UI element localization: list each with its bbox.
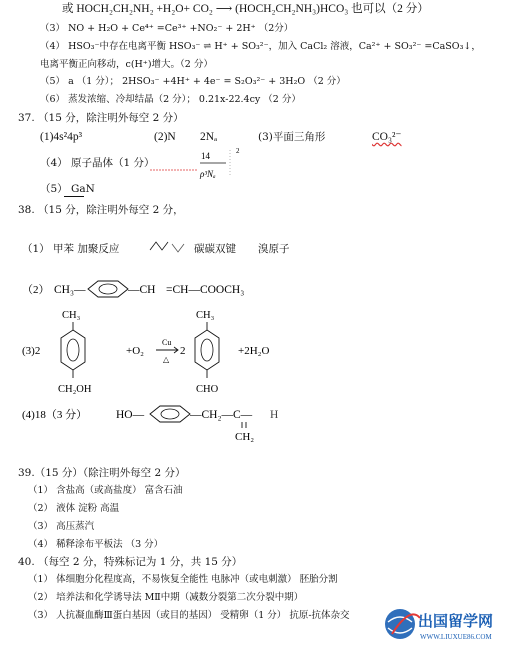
q36-line-6: （6） 蒸发浓缩、冷却结晶（2 分）； 0.21x-22.4cy （2 分） bbox=[40, 94, 301, 105]
q39-line-3: （3） 高压蒸汽 bbox=[28, 521, 95, 532]
part-4-label: (4)18（3 分） bbox=[22, 409, 88, 421]
part-3-right-aldehyde: CHO bbox=[196, 384, 219, 395]
part-3-catalyst: Cu bbox=[162, 338, 172, 347]
q38-part-1-bond: 碳碳双键 bbox=[194, 243, 236, 255]
part-3-heat: △ bbox=[163, 355, 170, 364]
q36-line-1: 或 HOCH₂CH₂NH₂ +H₂O+ CO₂ ⟶ (HOCH₂CH₂NH₃)HCO₃ 也可以（2 分） bbox=[62, 3, 429, 15]
q37-part-3: (3)平面三角形 bbox=[258, 131, 326, 143]
part-4-hydrogen: H bbox=[270, 409, 279, 421]
benzene-ring-icon bbox=[150, 406, 190, 422]
watermark-url: WWW.LIUXUE86.COM bbox=[420, 633, 492, 641]
q37-part-3-answer: CO₃²⁻ bbox=[372, 131, 402, 143]
benzene-ring-icon bbox=[195, 330, 219, 370]
q36-line-2: （3） NO + H₂O + Ce⁴⁺ =Ce³⁺ +NO₂⁻ + 2H⁺ （2分） bbox=[40, 23, 294, 34]
part-2-right-group: =CH—COOCH₃ bbox=[166, 284, 245, 296]
part-3-label: (3)2 bbox=[22, 345, 41, 357]
q39-heading: 39.（15 分）（除注明外每空 2 分） bbox=[18, 467, 186, 479]
benzene-ring-icon bbox=[61, 330, 85, 370]
formula-denominator: ρ³Nₐ bbox=[200, 169, 216, 179]
q36-line-3: （4） HSO₃⁻中存在电离平衡 HSO₃⁻ ⇌ H⁺ + SO₃²⁻，加入 CaCl₂ 溶液，Ca²⁺ + SO₃²⁻ =CaSO₃↓， bbox=[40, 41, 481, 52]
site-watermark-logo bbox=[380, 598, 512, 645]
q38-heading: 38. （15 分，除注明外每空 2 分， bbox=[18, 204, 184, 216]
part-3-left-methyl: CH₃ bbox=[62, 310, 81, 321]
q38-part-1-atom: 溴原子 bbox=[258, 243, 290, 255]
q39-line-1: （1） 含盐高（或高盐度） 富含石油 bbox=[28, 485, 183, 496]
formula-exponent: 2 bbox=[236, 147, 240, 155]
q37-part-1: (1)4s²4p³ bbox=[40, 131, 83, 143]
q37-part-5: （5） GaN bbox=[40, 183, 95, 195]
formula-numerator: 14 bbox=[201, 151, 210, 161]
q40-line-3: （3） 人抗凝血酶Ⅲ蛋白基因（或目的基因） 受精卵（1 分） 抗原-抗体杂交 bbox=[28, 610, 350, 621]
part-3-oxygen: +O₂ bbox=[126, 345, 144, 357]
part-3-right-methyl: CH₃ bbox=[196, 310, 215, 321]
part-2-mid-group: —CH bbox=[128, 284, 156, 296]
q39-line-4: （4） 稀释涂布平板法 （3 分） bbox=[28, 539, 164, 550]
part-2-label: （2） bbox=[22, 284, 50, 296]
part-4-hydroxyl: HO— bbox=[116, 409, 145, 421]
part-3-coefficient: 2 bbox=[180, 345, 186, 357]
part-4-chain: —CH₂—C— bbox=[190, 409, 253, 421]
q36-line-5: （5） a （1 分）； 2HSO₃⁻ +4H⁺ + 4e⁻ = S₂O₃²⁻ + 3H₂O （2 分） bbox=[40, 76, 346, 87]
part-3-water: +2H₂O bbox=[238, 345, 270, 357]
q38-part-1: （1） 甲苯 加聚反应 bbox=[22, 243, 120, 255]
part-4-methylene: CH₂ bbox=[235, 431, 255, 443]
q37-part-4: （4） 原子晶体（1 分） bbox=[40, 157, 155, 169]
q37-part-2-answer: 2Nₐ bbox=[200, 131, 218, 143]
q40-line-2: （2） 培养法和化学诱导法 MⅡ中期（减数分裂第二次分裂中期） bbox=[28, 592, 304, 603]
benzene-ring-icon bbox=[88, 281, 128, 297]
q40-line-1: （1） 体细胞分化程度高，不易恢复全能性 电脉冲（或电刺激） 胚胎分割 bbox=[28, 574, 338, 585]
q37-part-2: (2)N bbox=[154, 131, 176, 143]
part-3-left-alcohol: CH₂OH bbox=[58, 384, 92, 395]
q39-line-2: （2） 液体 淀粉 高温 bbox=[28, 503, 120, 514]
q40-heading: 40. （每空 2 分，特殊标记为 1 分，共 15 分） bbox=[18, 556, 243, 568]
q37-heading: 37. （15 分，除注明外每空 2 分） bbox=[18, 112, 184, 124]
watermark-name: 出国留学网 bbox=[418, 614, 494, 630]
q36-line-4: 电离平衡正向移动，c(H⁺)增大。（2 分） bbox=[40, 59, 213, 70]
part-2-left-group: CH₃— bbox=[54, 284, 86, 296]
